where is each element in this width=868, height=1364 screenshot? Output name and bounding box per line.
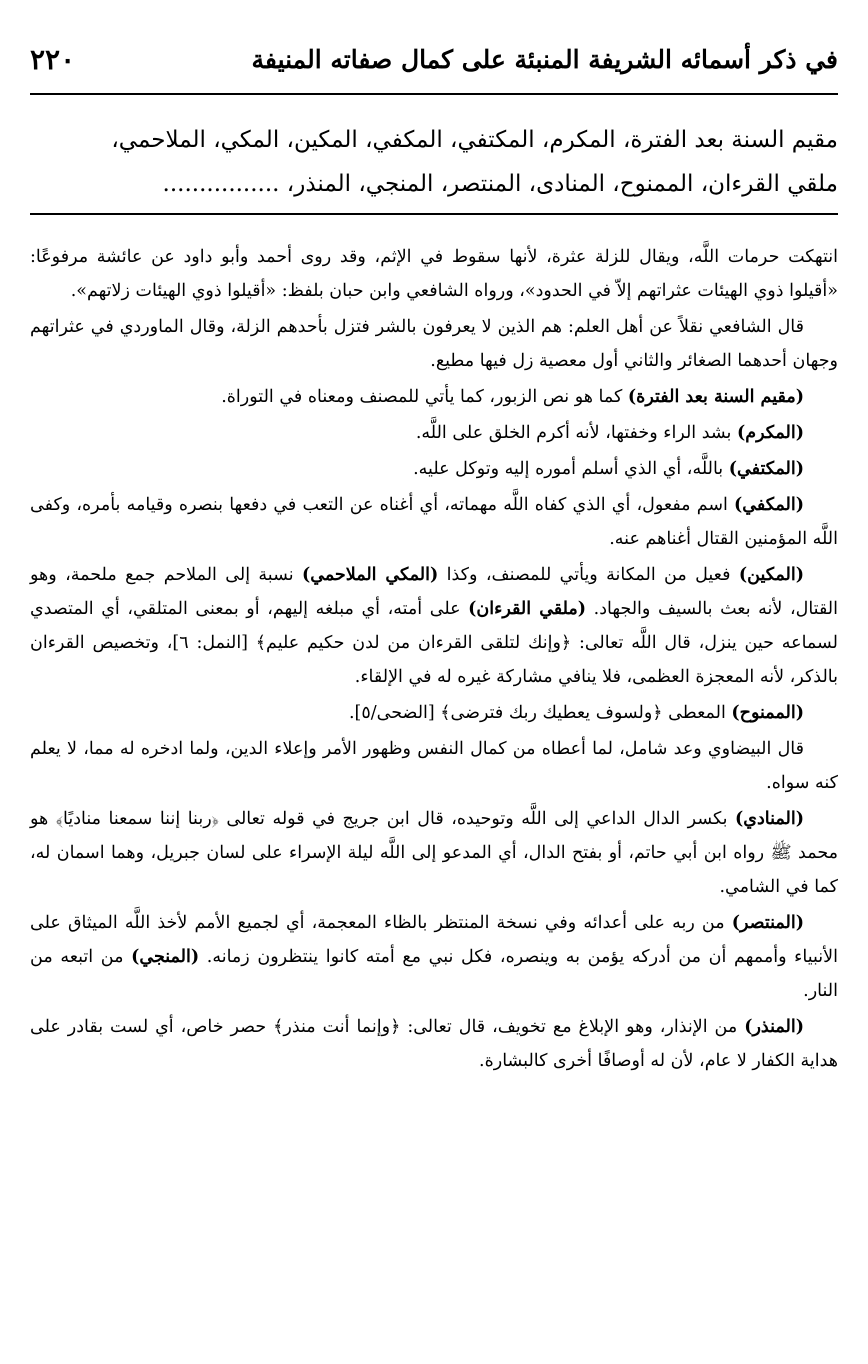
term-heading: (ملقي القرءان) <box>468 599 587 619</box>
term-explanation: المعطى ﴿ولسوف يعطيك ربك فترضى﴾ [الضحى/٥]. <box>348 703 732 723</box>
term-heading: (المكفي) <box>734 495 804 515</box>
commentary-paragraph-10 <box>30 802 838 904</box>
commentary-paragraph-6 <box>30 488 838 556</box>
commentary-paragraph-7 <box>30 558 838 694</box>
commentary-text <box>30 240 838 1080</box>
running-title: في ذكر أسمائه الشريفة المنبئة على كمال صفاته المنيفة <box>251 44 838 74</box>
commentary-paragraph-2: قال الشافعي نقلاً عن أهل العلم: هم الذين لا يعرفون بالشر فتزل بأحدهم الزلة، وقال الماوردي في عثراتهم وجهان أحدهما الصغائر والثاني أول معصية زل فيها مطيع. <box>30 317 838 371</box>
term-explanation: نسبة إلى الملاحم جمع ملحمة، وهو القتال، لأنه بعث بالسيف والجهاد. <box>30 565 838 619</box>
term-explanation: اسم مفعول، أي الذي كفاه اللَّه مهماته، أي أغناه عن التعب في دفعها بنصره وقيامه بأمره، وكفى اللَّه المؤمنين القتال أغناهم عنه. <box>30 495 838 549</box>
verse-separator-rule <box>30 213 838 215</box>
commentary-paragraph-5 <box>30 452 838 486</box>
term-explanation: بكسر الدال الداعي إلى اللَّه وتوحيده، قال ابن جريج في قوله تعالى ﴿ربنا إننا سمعنا مناديًا﴾ هو محمد ﷺ رواه ابن أبي حاتم، أو بفتح الدال، أي المدعو إلى اللَّه ليلة الإسراء على لسان جبريل، وهما اسمان له، كما في الشامي. <box>30 809 838 897</box>
term-heading: (المكرم) <box>736 423 804 443</box>
commentary-paragraph-4 <box>30 416 838 450</box>
verse-line-1: مقيم السنة بعد الفترة، المكرم، المكتفي، المكفي، المكين، المكي، الملاحمي، <box>111 127 838 153</box>
commentary-paragraph-3 <box>30 380 838 414</box>
commentary-paragraph-1: انتهكت حرمات اللَّه، ويقال للزلة عثرة، لأنها سقوط في الإثم، وقد روى أحمد وأبو داود عن عائشة مرفوعًا: «أقيلوا ذوي الهيئات عثراتهم إلاّ في الحدود»، ورواه الشافعي وابن حبان بلفظ: «أقيلوا ذوي الهيئات زلاتهم». <box>30 247 838 301</box>
verse-text <box>30 118 838 206</box>
page-header <box>30 34 838 84</box>
term-heading: (المنتصر) <box>731 913 804 933</box>
term-explanation: كما هو نص الزبور، كما يأتي للمصنف ومعناه في التوراة. <box>221 387 628 407</box>
commentary-paragraph-12 <box>30 1010 838 1078</box>
term-heading: (المنذر) <box>744 1017 804 1037</box>
term-heading: (المنادي) <box>735 809 804 829</box>
term-heading: (المكين) <box>738 565 804 585</box>
commentary-paragraph-11 <box>30 906 838 1008</box>
term-explanation: باللَّه، أي الذي أسلم أموره إليه وتوكل عليه. <box>413 459 729 479</box>
commentary-paragraph-9: قال البيضاوي وعد شامل، لما أعطاه من كمال النفس وظهور الأمر وإعلاء الدين، ولما ادخره له مما، لا يعلم كنه سواه. <box>30 739 838 793</box>
term-heading: (المكتفي) <box>728 459 804 479</box>
term-explanation: بشد الراء وخفتها، لأنه أكرم الخلق على اللَّه. <box>415 423 737 443</box>
term-explanation: من اتبعه من النار. <box>30 947 838 1001</box>
term-explanation: من الإنذار، وهو الإبلاغ مع تخويف، قال تعالى: ﴿وإنما أنت منذر﴾ حصر خاص، أي لست بقادر على هداية الكفار لا عام، لأن له أوصافًا أخرى كالبشارة. <box>30 1017 838 1071</box>
term-heading: (مقيم السنة بعد الفترة) <box>627 387 804 407</box>
commentary-paragraph-8 <box>30 696 838 730</box>
term-explanation: فعيل من المكانة ويأتي للمصنف، وكذا <box>438 565 739 585</box>
term-explanation: على أمته، أي مبلغه إليهم، أو بمعنى المتلقي، أي المتصدي لسماعه حين ينزل، قال اللَّه تعالى: ﴿وإنك لتلقى القرءان من لدن حكيم عليم﴾ [النمل: ٦]، وتخصيص القرءان بالذكر، لأنه المعجزة العظمى، فلا ينافي مشاركة غيره له في الإلقاء. <box>30 599 838 687</box>
verse-line-2: ملقي القرءان، الممنوح، المنادى، المنتصر، المنجي، المنذر، ................ <box>162 171 838 197</box>
page-number: ٢٢٠ <box>30 42 76 76</box>
header-rule <box>30 93 838 95</box>
term-heading: (المكي الملاحمي) <box>301 565 439 585</box>
term-heading: (الممنوح) <box>731 703 804 723</box>
term-explanation: من ربه على أعدائه وفي نسخة المنتظر بالظاء المعجمة، أي لجميع الأمم لأخذ اللَّه الميثاق على الأنبياء وأممهم أن من أدركه يؤمن به وينصره، فكل نبي مع أمته كانوا ينتظرون زمانه. <box>30 913 838 967</box>
term-heading: (المنجي) <box>131 947 200 967</box>
